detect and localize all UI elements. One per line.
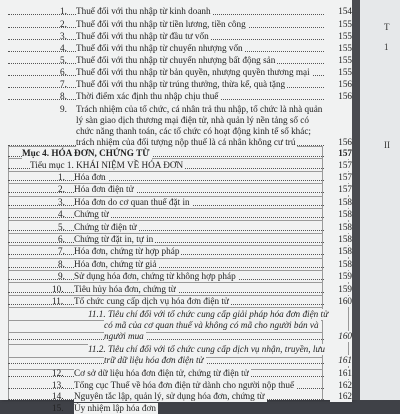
toc-page-number: 158 <box>330 259 352 270</box>
toc-row <box>8 209 352 220</box>
toc-item-title: Trách nhiệm của tổ chức, cá nhân trả thu nhập, tổ chức là nhà quản <box>76 104 323 114</box>
toc-item-number: 7. <box>58 246 65 257</box>
toc-page-number: 161 <box>330 355 352 366</box>
toc-page-number: 156 <box>330 79 352 90</box>
toc-page-number: 161 <box>330 368 352 379</box>
toc-row <box>8 31 352 42</box>
toc-item-title: Thời điểm xác định thu nhập chịu thuế <box>76 91 219 101</box>
toc-row <box>8 234 352 245</box>
toc-item-title: Hóa đơn, chứng từ giả <box>74 258 157 269</box>
toc-item-number: 1. <box>58 172 65 182</box>
toc-row <box>8 320 348 331</box>
toc-row <box>8 104 348 115</box>
toc-item-number: 3. <box>58 196 65 207</box>
facing-page-glyph: 1 <box>384 42 389 52</box>
toc-item-number: 2. <box>60 19 67 29</box>
toc-page-number: 160 <box>330 296 352 307</box>
toc-item-title: Thuế đối với thu nhập từ bản quyền, nhượng quyền thương mại <box>76 67 310 77</box>
toc-row <box>8 115 348 126</box>
toc-row <box>8 172 352 183</box>
toc-item-number: 6. <box>58 234 65 244</box>
toc-page-number: 155 <box>330 31 352 42</box>
toc-page-number: 156 <box>330 91 352 102</box>
toc-item-title: 11.1. Tiêu chí đối với tổ chức cung cấp giải pháp hóa đơn điện tử <box>88 309 329 320</box>
toc-row <box>8 19 352 30</box>
toc-row <box>8 6 352 17</box>
toc-item-number: 7. <box>60 79 67 89</box>
toc-row <box>8 368 352 379</box>
toc-leader-dots <box>8 230 324 231</box>
toc-page-number: 156 <box>330 137 352 148</box>
toc-item-title: có mã của cơ quan thuế và không có mã cho người bán và <box>104 320 319 331</box>
toc-item-number: 4. <box>58 209 65 220</box>
toc-item-title: Tổ chức cung cấp dịch vụ hóa đơn điện tử <box>74 296 229 306</box>
toc-item-title: Hóa đơn do cơ quan thuế đặt in <box>74 196 190 207</box>
toc-row <box>8 403 348 414</box>
toc-item-number: 8. <box>60 91 67 101</box>
toc-item-title: Thuế đối với thu nhập từ tiền lương, tiền công <box>76 19 246 29</box>
toc-item-title: Sử dụng hóa đơn, chứng từ không hợp pháp <box>74 271 236 282</box>
toc-row <box>8 331 352 342</box>
toc-leader-dots <box>8 192 324 193</box>
toc-row <box>8 391 352 402</box>
toc-row <box>8 221 352 233</box>
toc-item-number: 4. <box>60 43 67 53</box>
toc-item-number: 5. <box>60 55 67 65</box>
toc-page-number: 157 <box>330 172 352 183</box>
toc-item-title: Thuế đối với thu nhập từ chuyển nhượng vốn <box>76 43 243 53</box>
toc-item-title: Thuế đối với thu nhập từ kinh doanh <box>76 6 211 16</box>
toc-item-title: Chứng từ đặt in, tự in <box>74 234 154 244</box>
toc-page-number: 155 <box>330 19 352 30</box>
toc-row <box>8 67 352 78</box>
toc-item-number: 6. <box>60 67 67 77</box>
toc-item-number: 8. <box>58 258 65 269</box>
toc-page-number: 162 <box>330 391 352 402</box>
toc-page-number: 157 <box>330 148 352 159</box>
facing-page-glyph: T <box>384 22 390 32</box>
toc-item-title: Ủy nhiệm lập hóa đơn <box>74 402 156 413</box>
toc-item-title: Thuế đối với thu nhập từ trúng thưởng, thừa kế, quà tặng <box>76 79 286 89</box>
toc-row <box>8 184 352 195</box>
toc-page-number: 159 <box>330 284 352 295</box>
toc-row <box>8 79 352 90</box>
toc-row <box>8 196 352 208</box>
toc-row <box>8 246 352 257</box>
toc-row <box>8 271 352 282</box>
toc-row <box>8 309 348 320</box>
subsection-heading <box>8 160 352 171</box>
toc-row <box>8 379 352 391</box>
table-rule <box>8 307 322 308</box>
toc-item-number: 9. <box>60 104 67 114</box>
toc-page-number: 157 <box>330 184 352 195</box>
toc-page-number: 157 <box>330 160 352 171</box>
toc-item-title: trách nhiệm của đối tượng nộp thuế là cá nhân không cư trú <box>76 137 296 147</box>
toc-row <box>8 296 352 307</box>
toc-page-number: 159 <box>330 271 352 282</box>
toc-item-number: 9. <box>58 271 65 282</box>
toc-item-number: 13. <box>52 379 64 390</box>
toc-page-number: 158 <box>330 234 352 245</box>
toc-item-number: 2. <box>58 184 65 195</box>
toc-item-title: Mục 4. HÓA ĐƠN, CHỨNG TỪ <box>22 148 150 158</box>
toc-page-number: 158 <box>330 222 352 233</box>
toc-item-title: người mua <box>104 331 144 342</box>
toc-item-title: trữ dữ liệu hóa đơn điện tử <box>104 355 204 366</box>
toc-page-number: 154 <box>330 6 352 17</box>
toc-item-title: Chứng từ điện tử <box>74 221 137 232</box>
toc-row <box>8 126 348 137</box>
toc-item-title: Tổng cục Thuế về hóa đơn điện tử dành cho người nộp thuế <box>74 379 295 390</box>
toc-leader-dots <box>8 339 324 340</box>
toc-item-number: 11. <box>52 296 64 306</box>
facing-page-glyph: II <box>384 140 390 150</box>
toc-page-number: 162 <box>330 380 352 391</box>
toc-page-number: 158 <box>330 209 352 220</box>
toc-item-number: 12. <box>52 368 64 379</box>
toc-item-title: Nguyên tắc lập, quản lý, sử dụng hóa đơn, chứng từ <box>74 391 265 402</box>
toc-item-title: Tiêu hủy hóa đơn, chứng từ <box>74 283 176 294</box>
toc-item-number: 15. <box>52 402 64 413</box>
toc-leader-dots <box>8 267 324 268</box>
toc-page-number: 158 <box>330 246 352 257</box>
toc-row <box>8 344 348 355</box>
toc-item-title: Cơ sở dữ liệu hóa đơn điện tử, chứng từ điện tử <box>74 368 249 379</box>
toc-item-number: 3. <box>60 31 67 41</box>
toc-item-number: 10. <box>52 283 64 294</box>
toc-item-title: Tiểu mục 1. KHÁI NIỆM VỀ HÓA ĐƠN <box>30 160 184 170</box>
toc-leader-dots <box>8 242 324 243</box>
toc-row <box>8 355 352 366</box>
toc-row <box>8 283 352 295</box>
toc-item-number: 5. <box>58 221 65 232</box>
toc-item-title: Chứng từ <box>74 209 109 220</box>
toc-item-title: Hóa đơn, chứng từ hợp pháp <box>74 246 180 257</box>
toc-row <box>8 43 352 54</box>
toc-row <box>8 91 352 102</box>
toc-item-title: Hóa đơn điện tử <box>74 184 134 195</box>
toc-item-number: 1. <box>60 6 67 16</box>
toc-row <box>8 55 352 66</box>
toc-item-title: Thuế đối với thu nhập từ đầu tư vốn <box>76 31 209 41</box>
toc-row <box>8 137 352 148</box>
toc-leader-dots <box>8 180 324 181</box>
toc-page-number: 160 <box>330 331 352 342</box>
toc-item-title: Thuế đối với thu nhập từ chuyển nhượng bất động sản <box>76 55 276 65</box>
toc-page-number: 155 <box>330 55 352 66</box>
toc-leader-dots <box>8 217 324 218</box>
toc-page-number: 158 <box>330 197 352 208</box>
toc-page-number: 155 <box>330 67 352 78</box>
section-heading <box>8 148 352 159</box>
toc-item-title: 11.2. Tiêu chí đối với tổ chức cung cấp dịch vụ nhận, truyền, lưu <box>88 344 325 355</box>
facing-page <box>360 0 400 400</box>
toc-row <box>8 258 352 270</box>
toc-page-number: 155 <box>330 43 352 54</box>
toc-item-number: 14. <box>52 391 64 402</box>
toc-item-title: Hóa đơn <box>74 172 106 182</box>
toc-item-title: chức năng thanh toán, các tổ chức có hoạt động kinh tế số khác; <box>76 126 311 136</box>
toc-item-title: lý sàn giao dịch thương mại điện tử, nhà quản lý nền tảng số có <box>76 115 309 125</box>
